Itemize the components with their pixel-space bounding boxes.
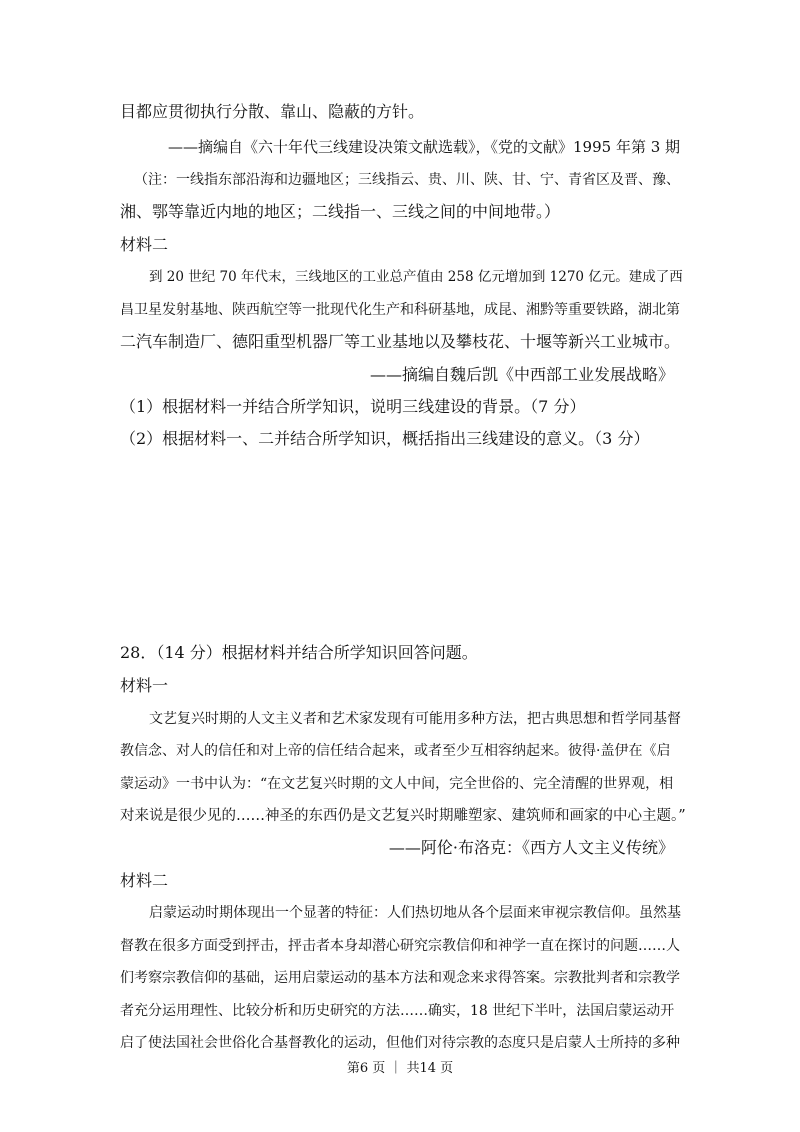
page-number-footer: 第6 页 ｜ 共14 页 — [346, 1061, 454, 1076]
paragraph-line: 者充分运用理性、比较分析和历史研究的方法……确实，18 世纪下半叶，法国启蒙运动开 — [120, 1003, 675, 1019]
citation: ——摘编自《六十年代三线建设决策文献选载》，《党的文献》1995 年第 3 期 — [168, 138, 681, 156]
paragraph-line: 启了使法国社会世俗化合基督教化的运动，但他们对待宗教的态度只是启蒙人士所持的多种 — [120, 1035, 680, 1051]
material-label: 材料二 — [120, 871, 169, 890]
paragraph-line: 昌卫星发射基地、陕西航空等一批现代化生产和科研基地，成昆、湘黔等重要铁路，湖北第 — [120, 302, 680, 318]
material-label: 材料二 — [120, 235, 169, 254]
paragraph-line: 们考察宗教信仰的基础，运用启蒙运动的基本方法和观念来求得答案。宗教批判者和宗教学 — [120, 970, 680, 986]
paragraph-line: 启蒙运动时期体现出一个显著的特征：人们热切地从各个层面来审视宗教信仰。虽然基 — [149, 905, 681, 921]
note-line: 湘、鄂等靠近内地的地区；二线指一、三线之间的中间地带。） — [120, 202, 561, 221]
paragraph-line: 文艺复兴时期的人文主义者和艺术家发现有可能用多种方法，把古典思想和哲学同基督 — [149, 711, 681, 727]
note-line: （注：一线指东部沿海和边疆地区；三线指云、贵、川、陕、甘、宁、青省区及晋、豫、 — [134, 172, 680, 188]
question: （2）根据材料一、二并结合所学知识，概括指出三线建设的意义。（3 分） — [120, 429, 650, 448]
citation: ——摘编自魏后凯《中西部工业发展战略》 — [369, 365, 674, 384]
question: （1）根据材料一并结合所学知识，说明三线建设的背景。（7 分） — [120, 397, 586, 416]
paragraph-line: 蒙运动》一书中认为：“在文艺复兴时期的文人中间，完全世俗的、完全清醒的世界观，相 — [120, 776, 674, 792]
paragraph-line: 督教在很多方面受到抨击，抨击者本身却潜心研究宗教信仰和神学一直在探讨的问题……人 — [120, 938, 680, 954]
paragraph-line: 教信念、对人的信任和对上帝的信任结合起来，或者至少互相容纳起来。彼得·盖伊在《启 — [120, 743, 671, 759]
paragraph-line: 二汽车制造厂、德阳重型机器厂等工业基地以及攀枝花、十堰等新兴工业城市。 — [120, 332, 681, 351]
material-label: 材料一 — [120, 676, 169, 695]
question-heading: 28．（14 分）根据材料并结合所学知识回答问题。 — [120, 643, 478, 662]
paragraph-line: 对来说是很少见的……神圣的东西仍是文艺复兴时期雕塑家、建筑师和画家的中心主题。” — [120, 808, 686, 824]
paragraph-line: 目都应贯彻执行分散、靠山、隐蔽的方针。 — [120, 102, 425, 121]
citation: ——阿伦·布洛克：《西方人文主义传统》 — [388, 838, 674, 857]
paragraph-line: 到 20 世纪 70 年代末，三线地区的工业总产值由 258 亿元增加到 1270 亿元。建成了西 — [149, 269, 683, 285]
